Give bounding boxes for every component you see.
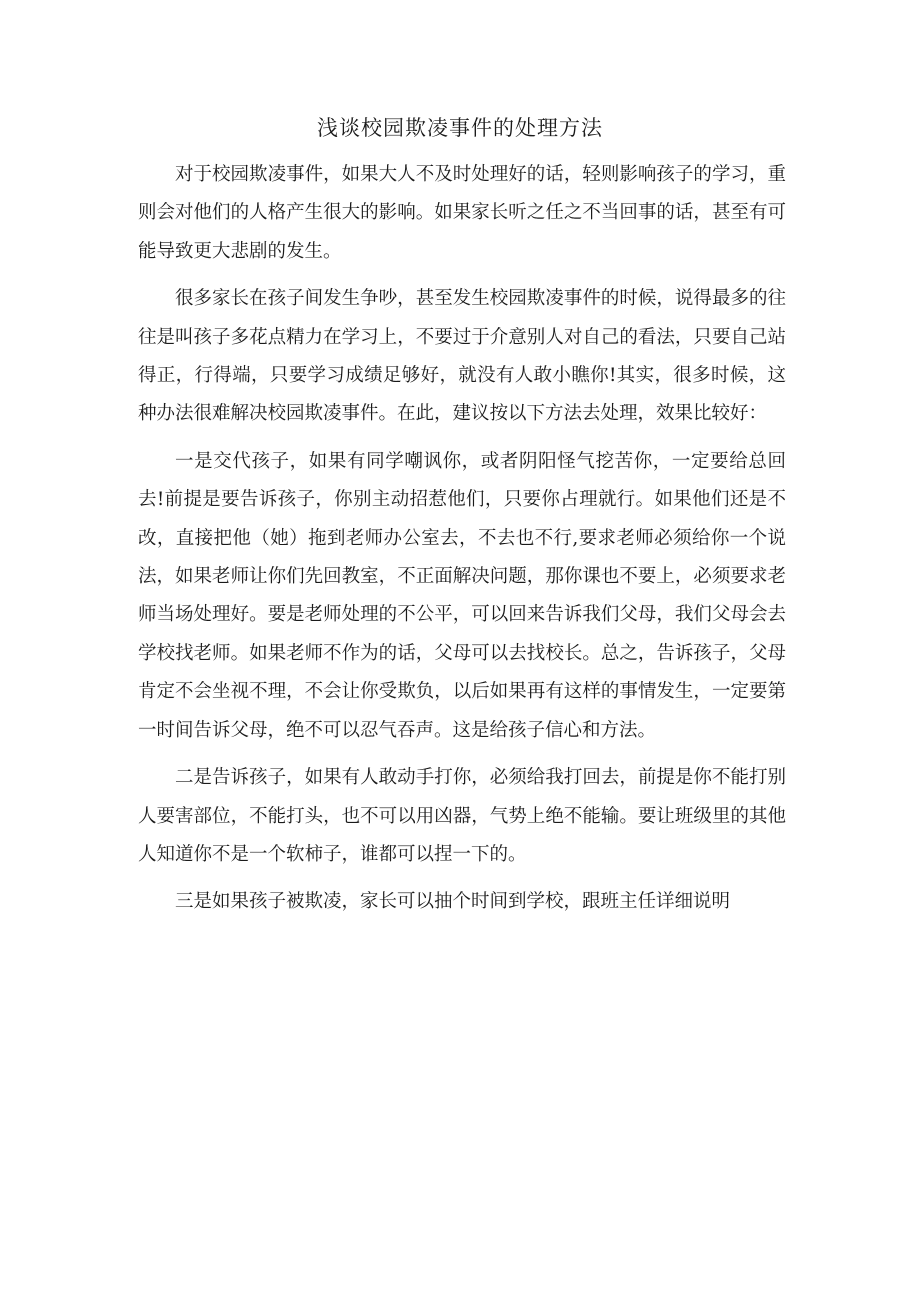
document-body [138, 156, 786, 922]
document-title: 浅谈校园欺凌事件的处理方法 [317, 116, 603, 140]
paragraph-intro: 对于校园欺凌事件，如果大人不及时处理好的话，轻则影响孩子的学习，重则会对他们的人格产生很大的影响。如果家长听之任之不当回事的话，甚至有可能导致更大悲剧的发生。 [138, 164, 786, 262]
paragraph-method-three: 三是如果孩子被欺凌，家长可以抽个时间到学校，跟班主任详细说明 [175, 891, 731, 913]
paragraph-background: 很多家长在孩子间发生争吵，甚至发生校园欺凌事件的时候，说得最多的往往是叫孩子多花点精力在学习上，不要过于介意别人对自己的看法，只要自己站得正，行得端，只要学习成绩足够好，就没有人敢小瞧你!其实，很多时候，这种办法很难解决校园欺凌事件。在此，建议按以下方法去处理，效果比较好： [138, 288, 786, 425]
paragraph-method-two: 二是告诉孩子，如果有人敢动手打你，必须给我打回去，前提是你不能打别人要害部位，不能打头，也不可以用凶器，气势上绝不能输。要让班级里的其他人知道你不是一个软柿子，谁都可以捏一下的。 [138, 767, 786, 865]
paragraph-method-one: 一是交代孩子，如果有同学嘲讽你，或者阴阳怪气挖苦你，一定要给总回去!前提是要告诉孩子，你别主动招惹他们，只要你占理就行。如果他们还是不改，直接把他（她）拖到老师办公室去，不去也不行,要求老师必须给你一个说法，如果老师让你们先回教室，不正面解决问题，那你课也不要上，必须要求老师当场处理好。要是老师处理的不公平，可以回来告诉我们父母，我们父母会去学校找老师。如果老师不作为的话，父母可以去找校长。总之，告诉孩子，父母肯定不会坐视不理，不会让你受欺负，以后如果再有这样的事情发生，一定要第一时间告诉父母，绝不可以忍气吞声。这是给孩子信心和方法。 [138, 450, 786, 741]
